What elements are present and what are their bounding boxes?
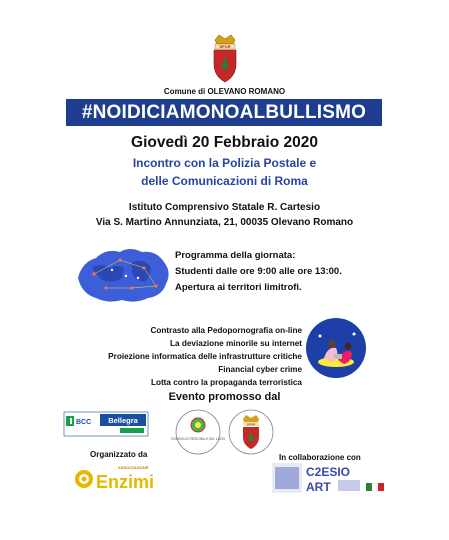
svg-text:SPOR: SPOR <box>219 44 231 49</box>
cesio-bottom-text: ART <box>306 480 331 494</box>
cesio-art-logo <box>272 463 387 493</box>
seal-text: CONSIGLIO REGIONALE DEL LAZIO <box>170 437 226 441</box>
event-date: Giovedì 20 Febbraio 2020 <box>131 134 318 151</box>
collaboration-label: In collaborazione con <box>279 453 361 462</box>
enzimi-logo-graphic <box>72 461 180 491</box>
topic-item: Proiezione informatica delle infrastrutture critiche <box>108 352 302 361</box>
bcc-logo-graphic <box>64 411 148 437</box>
school-name: Istituto Comprensivo Statale R. Cartesio <box>128 202 321 213</box>
enzimi-logo <box>72 461 180 491</box>
cesio-art-logo-graphic <box>272 463 387 493</box>
topic-item: Lotta contro la propaganda terroristica <box>150 378 302 387</box>
seal-crest-text: SPOR <box>246 422 256 427</box>
topic-item: La deviazione minorile su internet <box>170 339 302 348</box>
program-opening: Apertura ai territori limitrofi. <box>175 282 302 293</box>
comune-crest-icon <box>211 34 239 84</box>
topic-item: Contrasto alla Pedopornografia on-line <box>150 326 302 335</box>
topic-item: Financial cyber crime <box>218 365 302 374</box>
bcc-bellegra-logo <box>64 411 148 437</box>
program-title: Programma della giornata: <box>175 250 296 261</box>
event-subtitle-line2: delle Comunicazioni di Roma <box>141 174 308 188</box>
comune-name: Comune di OLEVANO ROMANO <box>163 87 286 96</box>
promoted-by-label: Evento promosso dal <box>168 391 281 403</box>
hashtag-banner <box>66 99 382 126</box>
network-map-illustration <box>72 238 174 310</box>
cesio-top-text: C2ESIO <box>306 465 351 479</box>
enzimi-prefix: ASSOCIAZIONE <box>118 465 149 470</box>
students-circle-illustration <box>306 318 366 378</box>
comune-seal-icon <box>228 409 274 455</box>
school-address: Via S. Martino Annunziata, 21, 00035 Olevano Romano <box>95 217 354 228</box>
bcc-text: BCC <box>76 419 92 426</box>
enzimi-text: Enzimi <box>96 472 155 492</box>
bcc-name: Bellegra <box>108 416 138 425</box>
program-hours: Studenti dalle ore 9:00 alle ore 13:00. <box>175 266 342 277</box>
consiglio-regionale-seal-icon <box>170 409 226 455</box>
hashtag-text: #NOIDICIAMONOALBULLISMO <box>81 101 367 123</box>
organized-by-label: Organizzato da <box>90 450 148 459</box>
event-subtitle-line1: Incontro con la Polizia Postale e <box>132 156 317 170</box>
